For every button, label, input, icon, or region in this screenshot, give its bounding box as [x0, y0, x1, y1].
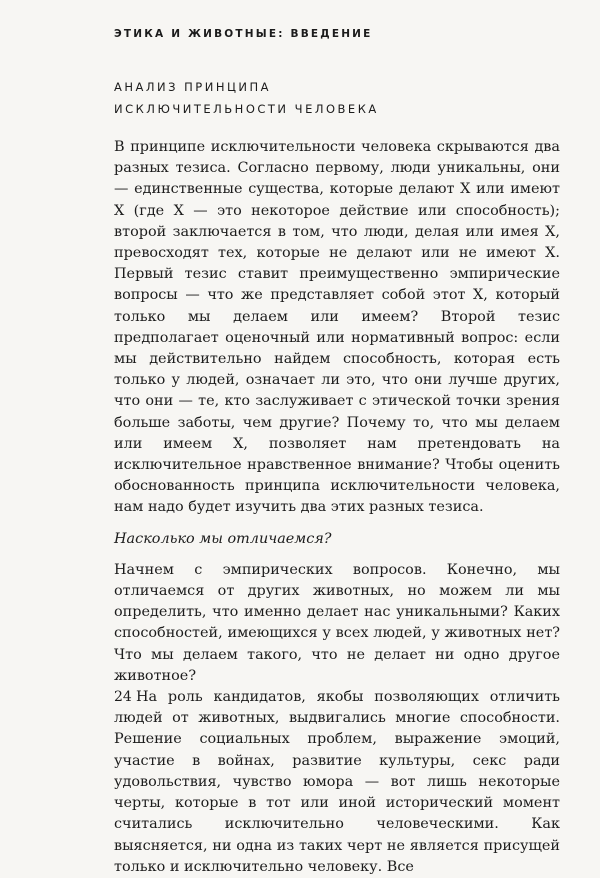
body-text [114, 137, 560, 878]
paragraph-1: В принципе исключительности человека скрываются два разных тезиса. Согласно первому, люди уникальны, они — единственные существа, которые делают X или имеют X (где X — это некоторое действие или способность); второй заключается в том, что люди, делая или имея X, превосходят тех, которые не делают или не имеют X. Первый тезис ставит преимущественно эмпирические вопросы — что же представляет собой этот X, который только мы делаем или имеем? Второй тезис предполагает оценочный или нормативный вопрос: если мы действительно найдем способность, которая есть только у людей, означает ли это, что они лучше других, что они — те, кто заслуживает с этической точки зрения больше заботы, чем другие? Почему то, что мы делаем или имеем X, позволяет нам претендовать на исключительное нравственное внимание? Чтобы оценить обоснованность принципа исключительности человека, нам надо будет изучить два этих разных тезиса. [114, 139, 560, 516]
section-title-line-2: ИСКЛЮЧИТЕЛЬНОСТИ ЧЕЛОВЕКА [114, 102, 379, 116]
running-head: ЭТИКА И ЖИВОТНЫЕ: ВВЕДЕНИЕ [114, 28, 373, 40]
subheading: Насколько мы отличаемся? [114, 530, 332, 547]
section-title-line-1: АНАЛИЗ ПРИНЦИПА [114, 80, 272, 94]
section-title [114, 76, 560, 120]
paragraph-2: Начнем с эмпирических вопросов. Конечно, мы отличаемся от других животных, но можем ли мы определить, что именно делает нас уникальными? Каких способностей, имеющихся у всех людей, у животных нет? Что мы делаем такого, что не делает ни одно другое животное? [114, 561, 560, 684]
paragraph-3: На роль кандидатов, якобы позволяющих отличить людей от животных, выдвигались многие способности. Решение социальных проблем, выражение эмоций, участие в войнах, развитие культуры, секс ради удовольствия, чувство юмора — вот лишь некоторые черты, которые в тот или иной исторический момент считались исключительно человеческими. Как выясняется, ни одна из таких черт не является присущей только и исключительно человеку. Все [114, 689, 560, 875]
page-number: 24 [114, 689, 132, 705]
